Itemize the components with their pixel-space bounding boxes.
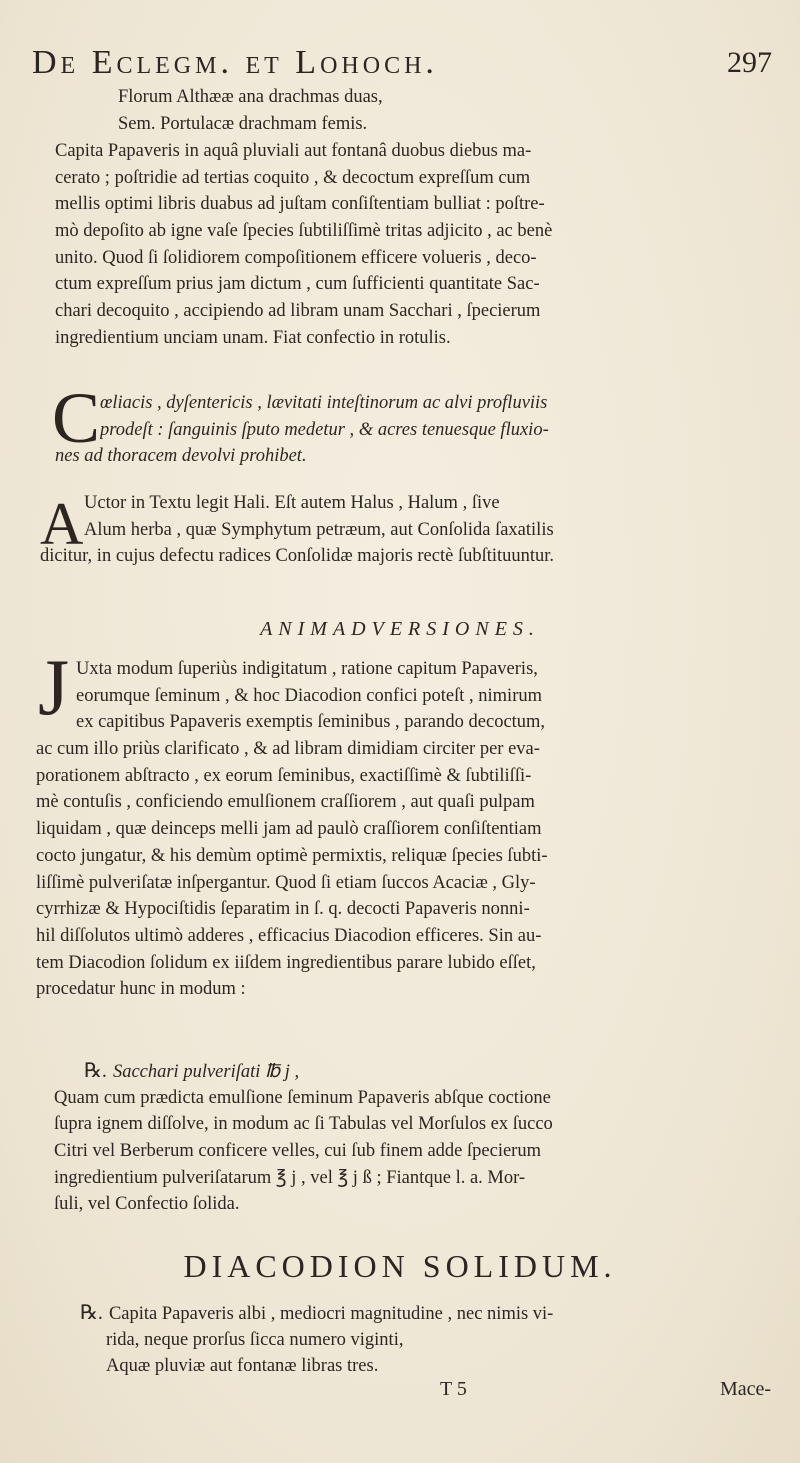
text-line [36, 1003, 786, 1030]
author-paragraph [40, 490, 784, 570]
text-line: Capita Papaveris albi , mediocri magnitudine , nec nimis vi- [108, 1304, 554, 1324]
text-line: porationem abſtracto , ex eorum ſeminibus, exactiſſimè & ſubtiliſſi- [36, 765, 532, 786]
drop-cap: A [40, 491, 84, 557]
text-line: cyrrhizæ & Hypociſtidis ſeparatim in ſ. q. decocti Papaveris nonni- [36, 899, 530, 920]
signature-mark: T 5 [440, 1378, 467, 1400]
text-line [80, 1300, 780, 1327]
uses-paragraph [55, 390, 780, 470]
text-line: Uctor in Textu legit Hali. Eſt autem Halus , Halum , ſive [84, 493, 500, 513]
drop-cap: C [52, 378, 101, 458]
text-line: ſuli, vel Confectio ſolida. [54, 1194, 240, 1215]
text-line: nes ad thoracem devolvi prohibet. [55, 446, 307, 467]
text-line: ingredientium unciam unam. Fiat confectio in rotulis. [55, 327, 451, 348]
text-line: tem Diacodion ſolidum ex iiſdem ingredientibus parare lubido eſſet, [36, 952, 536, 973]
text-line: rida, neque prorſus ſicca numero viginti, [106, 1329, 404, 1350]
text-line: Uxta modum ſuperiùs indigitatum , ratione capitum Papaveris, [76, 659, 538, 679]
text-line: Alum herba , quæ Symphytum petræum, aut Conſolida ſaxatilis [84, 519, 554, 540]
text-line: dicitur, in cujus defectu radices Conſolidæ majoris rectè ſubſtituuntur. [40, 546, 555, 567]
text-line: mò depoſito ab igne vaſe ſpecies ſubtiliſſimè tritas adjicito , ac benè [55, 221, 553, 242]
text-line: œliacis , dyſentericis , lævitati inteſtinorum ac alvi profluviis [100, 393, 548, 413]
running-header [32, 36, 772, 88]
text-line: unito. Quod ſi ſolidiorem compoſitionem efficere volueris , deco- [55, 247, 537, 268]
text-line: ctum expreſſum prius jam dictum , cum ſufficienti quantitate Sac- [55, 274, 540, 295]
text-line: ſupra ignem diſſolve, in modum ac ſi Tabulas vel Morſulos ex ſucco [54, 1114, 553, 1135]
text-line: mellis optimi libris duabus ad juſtam conſiſtentiam bulliat : poſtre- [55, 194, 545, 215]
text-line: procedatur hunc in modum : [36, 979, 246, 1000]
text-line: prodeſt : ſanguinis ſputo medetur , & acres tenuesque fluxio- [100, 419, 549, 440]
diacodion-paragraph [80, 1300, 780, 1380]
text-line: chari decoquito , accipiendo ad libram unam Sacchari , ſpecierum [55, 301, 541, 322]
text-line: ac cum illo priùs clarificato , & ad libram dimidiam circiter per eva- [36, 739, 540, 760]
text-line: Quam cum prædicta emulſione ſeminum Papaveris abſque coctione [54, 1087, 551, 1108]
text-line: eorumque ſeminum , & hoc Diacodion confici poteſt , nimirum [76, 685, 542, 706]
page-number: 297 [727, 46, 772, 79]
procedure-paragraph [55, 138, 777, 378]
text-line: Aquæ pluviæ aut fontanæ libras tres. [106, 1356, 379, 1377]
text-line: Florum Althææ ana drachmas duas, [118, 87, 383, 107]
section-heading: DIACODION SOLIDUM. [183, 1248, 617, 1284]
text-line: ingredientium pulveriſatarum ℥ j , vel ℥ j ß ; Fiantque l. a. Mor- [54, 1167, 526, 1188]
recipe-paragraph [54, 1058, 784, 1218]
text-line [55, 352, 777, 379]
section-heading: ANIMADVERSIONES. [260, 618, 540, 640]
animadversiones-paragraph [36, 656, 786, 1056]
text-line [54, 1058, 784, 1085]
text-line [36, 1030, 786, 1057]
recipe-symbol: ℞. [84, 1060, 107, 1082]
running-head-title: De Eclegm. et Lohoch. [32, 44, 438, 81]
recipe-symbol: ℞. [80, 1302, 103, 1324]
text-line: Sem. Portulacæ drachmam femis. [118, 113, 368, 134]
text-line: Citri vel Berberum conficere velles, cui ſub finem adde ſpecierum [54, 1141, 541, 1162]
text-line: Sacchari pulveriſati ℔ j , [112, 1062, 300, 1082]
text-line: cocto jungatur, & his demùm optimè permixtis, reliquæ ſpecies ſubti- [36, 845, 548, 866]
text-line: mè contuſis , conficiendo emulſionem craſſiorem , aut quaſi pulpam [36, 792, 535, 813]
drop-cap: J [38, 644, 70, 732]
text-line: liquidam , quæ deinceps melli jam ad paulò craſſiorem conſiſtentiam [36, 819, 542, 840]
text-line: liſſimè pulveriſatæ inſpergantur. Quod ſi etiam ſuccos Acaciæ , Gly- [36, 872, 536, 893]
text-line: hil diſſolutos ultimò adderes , efficacius Diacodion efficeres. Sin au- [36, 925, 542, 946]
text-line: cerato ; poſtridie ad tertias coquito , & decoctum expreſſum cum [55, 167, 531, 188]
text-line: ex capitibus Papaveris exemptis ſeminibus , parando decoctum, [76, 712, 546, 733]
ingredient-list-top [118, 84, 800, 137]
catchword: Mace- [720, 1378, 772, 1400]
text-line: Capita Papaveris in aquâ pluviali aut fontanâ duobus diebus ma- [55, 141, 532, 161]
